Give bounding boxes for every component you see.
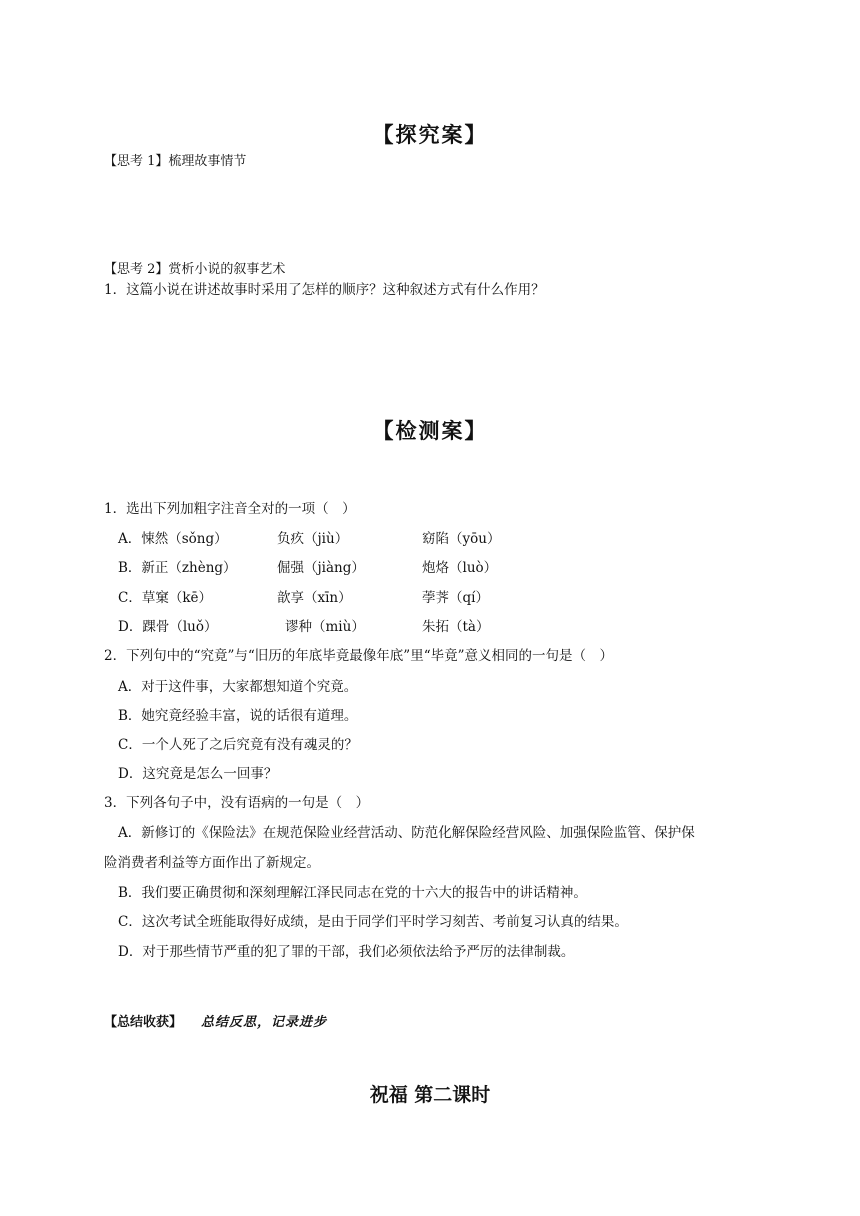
test-q1-stem: 1．选出下列加粗字注音全对的一项（ ） [104,501,356,517]
test-section-title: 【检测案】 [372,419,488,443]
summary-label: 【总结收获】 [104,1015,183,1030]
test-q2-option-c: C．一个人死了之后究竟有没有魂灵的？ [118,737,358,753]
test-q3-option-b: B．我们要正确贯彻和深刻理解江泽民同志在党的十六大的报告中的讲话精神。 [118,885,587,901]
think-1-heading: 【思考 1】梳理故事情节 [104,154,247,169]
test-q1-option-a-1: A．悚然（sǒng） [118,531,228,547]
think-2-heading: 【思考 2】赏析小说的叙事艺术 [104,262,286,277]
test-q2-option-d: D．这究竟是怎么一回事？ [118,766,278,782]
test-q1-option-a-3: 窈陷（yōu） [422,531,501,547]
test-q1-option-d-3: 朱拓（tà） [422,619,490,635]
test-q3-stem: 3．下列各句子中，没有语病的一句是（ ） [104,795,370,811]
test-q1-option-b-3: 炮烙（luò） [422,560,498,576]
test-q2-option-b: B．她究竟经验丰富，说的话很有道理。 [118,708,358,724]
test-q2-stem: 2．下列句中的“究竟”与“旧历的年底毕竟最像年底”里“毕竟”意义相同的一句是（ ） [104,648,613,664]
test-q1-option-b-1: B．新正（zhèng） [118,560,237,576]
summary-text: 总结反思，记录进步 [201,1015,328,1030]
test-q3-option-c: C．这次考试全班能取得好成绩，是由于同学们平时学习刻苦、考前复习认真的结果。 [118,914,628,930]
explore-question-1: 1．这篇小说在讲述故事时采用了怎样的顺序？这种叙述方式有什么作用？ [104,282,545,298]
test-q3-option-a-line2: 险消费者利益等方面作出了新规定。 [104,855,320,871]
test-q1-option-c-3: 荸荠（qí） [422,590,489,606]
test-q3-option-a-line1: A．新修订的《保险法》在规范保险业经营活动、防范化解保险经营风险、加强保险监管、保护保 [118,825,695,841]
test-q1-option-c-1: C．草窠（kē） [118,590,212,606]
test-q1-option-c-2: 歆享（xīn） [277,590,352,606]
test-q1-option-b-2: 倔强（jiàng） [277,560,365,576]
test-q1-option-a-2: 负疚（jiù） [277,531,349,547]
test-q1-option-d-2: 谬种（miù） [285,619,365,635]
explore-section-title: 【探究案】 [372,123,488,147]
test-q3-option-d: D．对于那些情节严重的犯了罪的干部，我们必须依法给予严厉的法律制裁。 [118,944,575,960]
test-q1-option-d-1: D．踝骨（luǒ） [118,619,218,635]
test-q2-option-a: A．对于这件事，大家都想知道个究竟。 [118,679,358,695]
lesson-title: 祝福 第二课时 [369,1084,491,1106]
